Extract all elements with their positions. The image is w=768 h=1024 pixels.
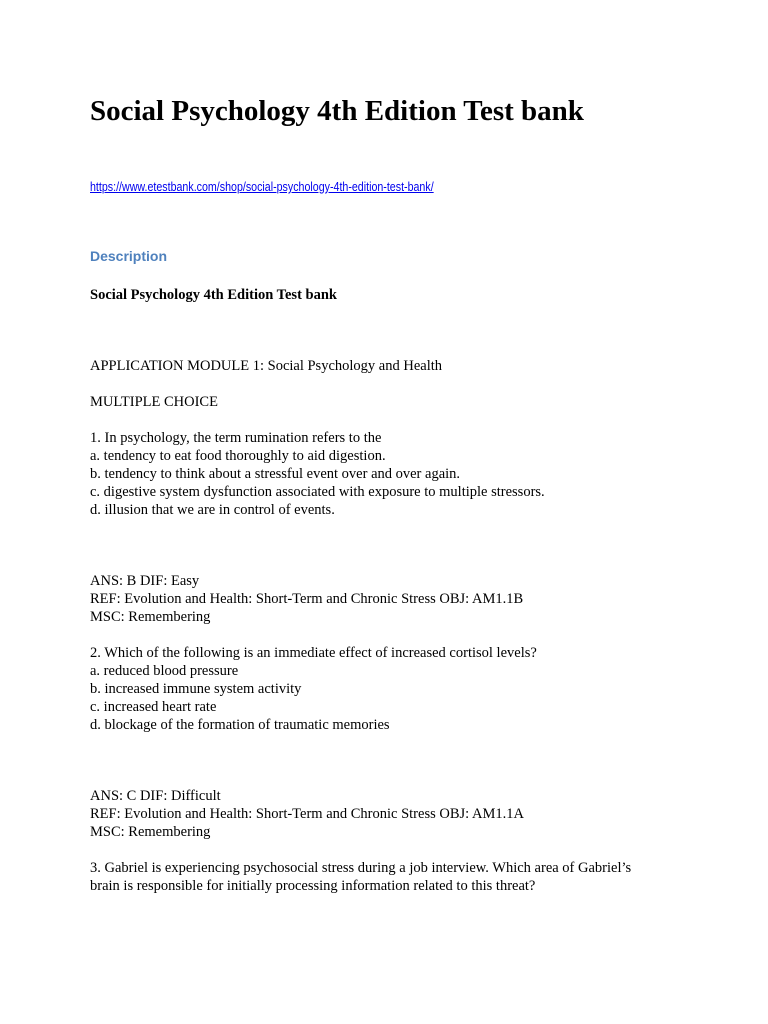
- question-2-reference: REF: Evolution and Health: Short-Term and Chronic Stress OBJ: AM1.1A: [90, 806, 524, 822]
- question-3-stem-line-1: 3. Gabriel is experiencing psychosocial stress during a job interview. Which area of Gabriel’s: [90, 860, 632, 876]
- question-2-msc: MSC: Remembering: [90, 824, 211, 840]
- question-2-option-a: a. reduced blood pressure: [90, 663, 239, 679]
- question-1-answer: ANS: B DIF: Easy: [90, 573, 200, 589]
- question-1-option-d: d. illusion that we are in control of events.: [90, 502, 335, 518]
- question-2-stem: 2. Which of the following is an immediate effect of increased cortisol levels?: [90, 645, 537, 661]
- document-subtitle: Social Psychology 4th Edition Test bank: [90, 287, 337, 303]
- question-1-option-a: a. tendency to eat food thoroughly to aid digestion.: [90, 448, 386, 464]
- question-2-option-d: d. blockage of the formation of traumatic memories: [90, 717, 390, 733]
- question-2-answer: ANS: C DIF: Difficult: [90, 788, 221, 804]
- module-heading: APPLICATION MODULE 1: Social Psychology and Health: [90, 358, 443, 374]
- question-1-stem: 1. In psychology, the term rumination refers to the: [90, 430, 382, 446]
- section-type: MULTIPLE CHOICE: [90, 394, 218, 410]
- question-2-option-c: c. increased heart rate: [90, 699, 217, 715]
- question-2-option-b: b. increased immune system activity: [90, 681, 302, 697]
- question-1-reference: REF: Evolution and Health: Short-Term and Chronic Stress OBJ: AM1.1B: [90, 591, 524, 607]
- question-3-stem-line-2: brain is responsible for initially processing information related to this threat?: [90, 878, 536, 894]
- question-1-option-b: b. tendency to think about a stressful event over and over again.: [90, 466, 461, 482]
- product-link[interactable]: https://www.etestbank.com/shop/social-psychology-4th-edition-test-bank/: [90, 179, 434, 194]
- question-1-option-c: c. digestive system dysfunction associated with exposure to multiple stressors.: [90, 484, 545, 500]
- question-1-msc: MSC: Remembering: [90, 609, 211, 625]
- description-heading: Description: [90, 248, 168, 264]
- page-title: Social Psychology 4th Edition Test bank: [90, 95, 584, 127]
